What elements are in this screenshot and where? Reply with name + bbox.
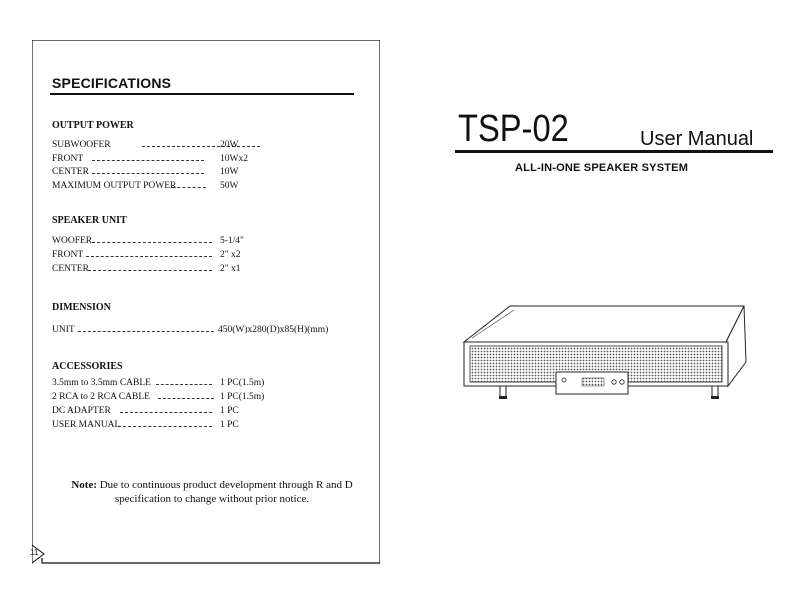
spec-label: 3.5mm to 3.5mm CABLE [52,378,151,388]
dot-leader [120,412,212,413]
spec-value: 20W [220,140,239,150]
section-heading-dimension: DIMENSION [52,302,111,313]
spec-value: 1 PC [220,406,239,416]
note-label: Note: [71,479,97,491]
spec-label: DC ADAPTER [52,406,111,416]
spec-value: 2" x2 [220,250,241,260]
spec-label: 2 RCA to 2 RCA CABLE [52,392,150,402]
dot-leader [118,426,212,427]
product-subtitle: ALL-IN-ONE SPEAKER SYSTEM [515,162,689,174]
dot-leader [156,384,212,385]
spec-value: 5-1/4" [220,236,244,246]
spec-value: 50W [220,181,239,191]
speaker-illustration [462,302,752,415]
spec-label: SUBWOOFER [52,140,111,150]
dot-leader [92,173,204,174]
section-heading-accessories: ACCESSORIES [52,361,123,372]
dot-leader [78,331,214,332]
spec-value: 1 PC [220,420,239,430]
spec-label: USER MANUAL [52,420,121,430]
dot-leader [92,160,204,161]
page-title: SPECIFICATIONS [52,75,172,91]
spec-label: FRONT [52,250,84,260]
spec-label: FRONT [52,154,84,164]
model-name: TSP-02 [458,108,569,150]
spec-label: UNIT [52,325,75,335]
dot-leader [92,242,212,243]
dot-leader [172,187,206,188]
dot-leader [86,256,212,257]
section-heading-output-power: OUTPUT POWER [52,120,134,131]
spec-label: CENTER [52,264,89,274]
spec-value: 2" x1 [220,264,241,274]
header-divider [455,150,773,153]
dot-leader [142,146,260,147]
disclaimer-note [60,478,364,506]
dot-leader [88,270,212,271]
spec-value: 1 PC(1.5m) [220,378,265,388]
note-text: Due to continuous product development through R and D specification to change without prior notice. [96,479,353,505]
spec-label: WOOFER [52,236,93,246]
spec-label: CENTER [52,167,89,177]
spec-label: MAXIMUM OUTPUT POWER [52,181,177,191]
dot-leader [158,398,214,399]
spec-value: 1 PC(1.5m) [220,392,265,402]
manual-label: User Manual [640,128,754,150]
section-heading-speaker-unit: SPEAKER UNIT [52,215,127,226]
title-divider [50,93,354,95]
spec-value: 10Wx2 [220,154,248,164]
spec-value: 450(W)x280(D)x85(H)(mm) [218,325,329,335]
spec-value: 10W [220,167,239,177]
page-number: 11 [30,548,39,557]
